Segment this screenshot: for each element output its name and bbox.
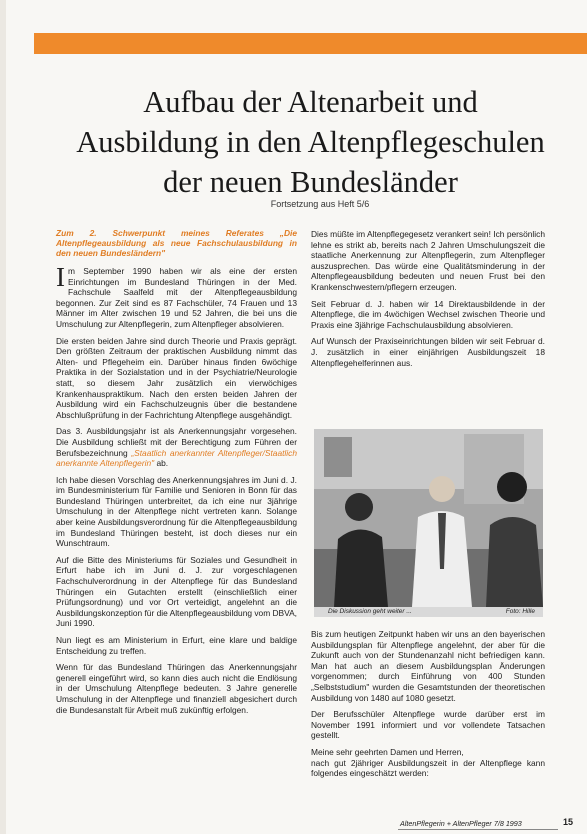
paragraph-text: m September 1990 haben wir als eine der ersten Einrichtungen im Bundesland Thüringen in der Med. Fachschule Saalfeld mit der Altenpflegeausbildung begonnen. Zur Zeit sind es 87 Fachschüler, 74 Frauen und 13 Männer im Alter zwischen 19 und 52 Jahren, die bei uns die Umschulung zur Altenpflegerin, zum Altenpfleger absolvieren. (56, 266, 297, 329)
body-paragraph (56, 262, 297, 330)
right-column-upper (311, 229, 545, 374)
body-paragraph: Meine sehr geehrten Damen und Herren, nach gut 2jähriger Ausbildungszeit in der Altenpflege kann folgendes eingeschätzt werden: (311, 746, 545, 779)
body-paragraph (56, 426, 297, 468)
body-paragraph: Auf die Bitte des Ministeriums für Soziales und Gesundheit in Erfurt habe ich im Juni d. J. zur vorgeschlagenen Fachschulverordnung in der Altenpflege für das Bundesland Thüringen ein Gutachten erstellt (einschließlich einer Prüfungsordnung) und vor Ort verteidigt, angelehnt an die Ausbildungskonzeption für die Altenpflegeausbildung vom DBVA, Juni 1990. (56, 554, 298, 629)
article-title (34, 82, 587, 202)
discussion-photo (314, 429, 543, 607)
body-paragraph: Seit Februar d. J. haben wir 14 Direktausbildende in der Altenpflege, die im 4wöchigen Wechsel zwischen Theorie und Praxis eine 3jährige Fachschulausbildung absolvieren. (311, 298, 545, 330)
drop-cap: I (56, 262, 65, 292)
footer-magazine: AltenPflegerin + AltenPfleger 7/8 1993 (400, 819, 522, 828)
page-number: 15 (563, 817, 574, 827)
photo-credit: Foto: Hille (505, 608, 535, 615)
body-paragraph: Nun liegt es am Ministerium in Erfurt, eine klare und baldige Entscheidung zu treffen. (56, 635, 297, 656)
paragraph-text: ab. (154, 458, 169, 469)
photo-caption (314, 607, 543, 617)
caption-text: Die Diskussion geht weiter ... (328, 608, 412, 615)
paragraph-text: Das 3. Ausbildungsjahr ist als Anerkennungsjahr vorgesehen. Die Ausbildung schließt mit der Berechtigung zum Führen der Berufsbezeichnung (56, 426, 297, 458)
continuation-note: Fortsetzung aus Heft 5/6 (270, 199, 370, 209)
left-column (56, 228, 297, 721)
body-paragraph: Auf Wunsch der Praxiseinrichtungen bilden wir seit Februar d. J. zusätzlich in einer einjährigen Ausbildungszeit 18 Altenpflegehelferinnen aus. (311, 336, 545, 368)
body-paragraph: Die ersten beiden Jahre sind durch Theorie und Praxis geprägt. Den größten Zeitraum der praktischen Ausbildung nimmt das Alten- und Pflegeheim ein. Darüber hinaus finden 6wöchige Praktika in der Sozialstation und in der Psychiatrie/Neurologie statt, so diesem Jahr zusätzlich ein vierwöchiges Krankenhauspraktikum. Nach den ersten beiden Jahren der Ausbildung wird ein Fachschulzeugnis über die bestandene Abschlußprüfung in der Fachrichtung Altenpflege ausgehändigt. (56, 335, 297, 420)
title-line: Ausbildung in den Altenpflegeschulen (76, 125, 545, 159)
title-line: der neuen Bundesländer (163, 165, 458, 199)
title-line: Aufbau der Altenarbeit und (143, 85, 478, 119)
footer-rule (398, 829, 558, 830)
body-paragraph: Dies müßte im Altenpflegegesetz verankert sein! Ich persönlich lehne es strikt ab, bereits nach 2 Jahren Umschulungszeit die staatliche Anerkennung zur Altenpflegerin, zum Altenpfleger auszusprechen. Das würde eine Qualitätsminderung in der Altenpflegeausbildung bedeuten und neuen Frust bei den Krankenschwestern/pflegern erzeugen. (311, 229, 545, 292)
photo-illustration (314, 429, 543, 607)
orange-header-band (34, 33, 587, 54)
highlighted-title: „Staatlich anerkannter Altenpfleger/Staatlich anerkannte Altenpflegerin" (56, 447, 297, 469)
body-paragraph: Bis zum heutigen Zeitpunkt haben wir uns an den bayerischen Ausbildungsplan für Altenpflege angelehnt, der aber für die Zukunft auch von der Stundenanzahl nicht befriedigen kann. Man hat auch an diesem Ausbildungsplan Änderungen vorgenommen; durch Einführung von 400 Stunden „Selbststudium" wurden die Gesamtstunden der theoretischen Ausbildung von 1480 auf 1080 gesetzt. (311, 629, 545, 703)
body-paragraph: Der Berufsschüler Altenpflege wurde darüber erst im November 1991 informiert und vor vollendete Tatsachen gestellt. (311, 709, 545, 741)
body-paragraph: Ich habe diesen Vorschlag des Anerkennungsjahres im Juni d. J. im Bundesministerium für Familie und Senioren in Bonn für das Bundesland Thüringen unterbreitet, da ich eine nur 3jährige Umschulung in der Altenpflege nicht vertreten kann. Solange aber keine Ausbildungsverordnung für die Altenpflegeausbildung im Bundesland Thüringen besteht, ist doch dieses nur ein Wunschtraum. (56, 474, 297, 549)
body-paragraph: Wenn für das Bundesland Thüringen das Anerkennungsjahr generell eingeführt wird, so kann dies auch nicht die Endlösung in der Umschulung Altenpflege bedeuten. 3 Jahre generelle Umschulung in der Altenpflege und finanziell abgesichert durch die Bundesanstalt für Arbeit muß zukünftig erfolgen. (56, 662, 297, 715)
right-column-lower (311, 629, 545, 785)
lead-paragraph: Zum 2. Schwerpunkt meines Referates „Die Altenpflegeausbildung als neue Fachschulausbildung in den neuen Bundesländern" (56, 228, 297, 258)
page-edge (0, 0, 6, 834)
